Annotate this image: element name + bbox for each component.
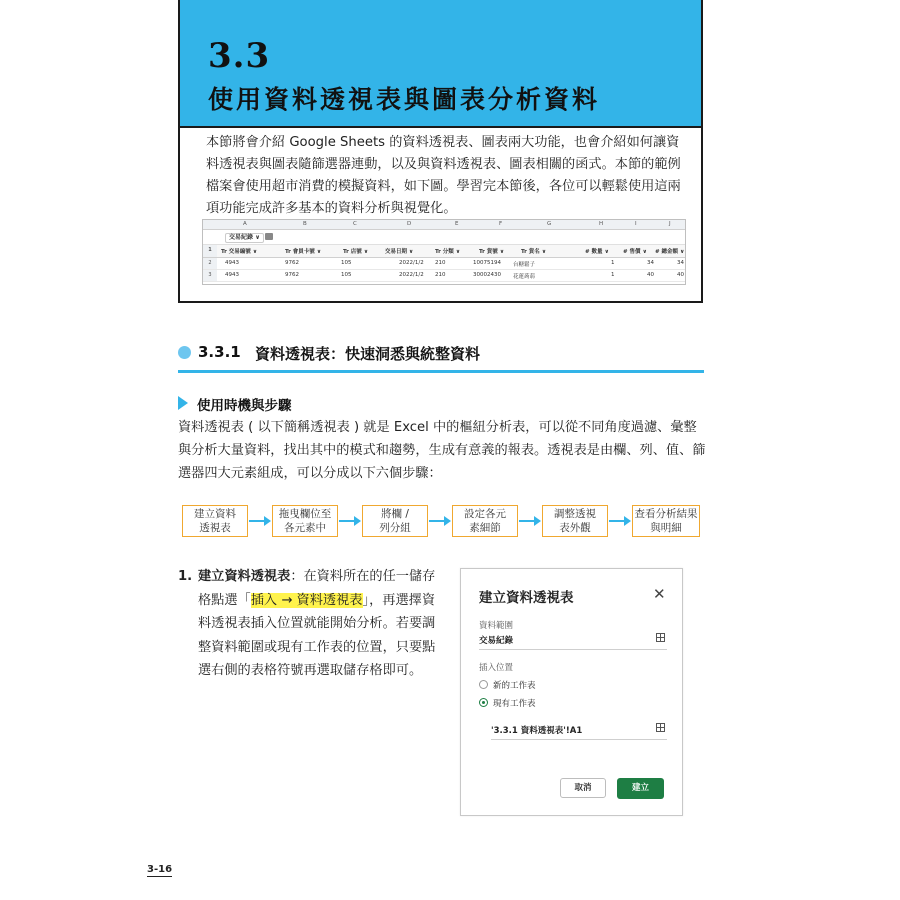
col-letter: C xyxy=(353,221,357,227)
body-paragraph: 資料透視表 ( 以下簡稱透視表 ) 就是 Excel 中的樞紐分析表，可以從不同角度過濾、彙整與分析大量資料，找出其中的模式和趨勢，生成有意義的報表。透視表是由欄、列、值、篩選器四大元素組成，可以分成以下六個步驟： xyxy=(178,420,706,481)
step-text: ：在資料所在的任一儲存格點選「 xyxy=(198,569,436,608)
step-number: 1. xyxy=(178,569,193,584)
table-cell[interactable]: 10075194 xyxy=(473,260,501,266)
header-cell[interactable]: Tr 貨名 ∨ xyxy=(521,249,547,255)
col-letter: D xyxy=(407,221,412,227)
table-cell[interactable]: 1 xyxy=(611,260,615,266)
table-header-row xyxy=(203,245,685,258)
dialog-title: 建立資料透視表 xyxy=(479,590,574,606)
range-label: 資料範圍 xyxy=(479,621,514,631)
table-row xyxy=(203,258,685,270)
table-cell[interactable]: 40 xyxy=(647,272,654,278)
intro-paragraph: 本節將會介紹 Google Sheets 的資料透視表、圖表兩大功能，也會介紹如何讓資料透視表與圖表隨篩選器連動，以及與資料透視表、圖表相關的函式。本節的範例檔案會使用超市消費的模擬資料，如下圖。學習完本節後，各位可以輕鬆使用這兩項功能完成許多基本的資料分析與視覺化。 xyxy=(206,135,681,216)
header-cell[interactable]: Tr 會員卡號 ∨ xyxy=(285,249,322,255)
section-number: 3.3.1 xyxy=(198,343,241,361)
header-cell[interactable]: Tr 分類 ∨ xyxy=(435,249,461,255)
flow-step-line: 各元素中 xyxy=(284,522,326,534)
flow-step-line: 列分組 xyxy=(379,522,411,534)
grid-icon[interactable] xyxy=(656,633,665,642)
flow-step-line: 與明細 xyxy=(650,522,682,534)
table-cell[interactable]: 4943 xyxy=(225,272,239,278)
bullet-dot-icon xyxy=(178,346,191,359)
col-letter: H xyxy=(599,221,604,227)
radio-existing-sheet-label: 現有工作表 xyxy=(493,699,536,709)
chapter-number: 3.3 xyxy=(208,36,271,76)
header-cell[interactable]: 交易日期 ∨ xyxy=(385,249,414,255)
table-cell[interactable]: 花蓮蒟蒻 xyxy=(513,274,536,280)
insert-label: 插入位置 xyxy=(479,663,514,673)
create-pivot-dialog xyxy=(460,568,683,816)
table-row xyxy=(203,270,685,282)
chapter-header xyxy=(180,0,701,128)
step-text: 」，再選擇資料透視表插入位置就能開始分析。若要調整資料範圍或現有工作表的位置，只要點選右側的表格符號再選取儲存格即可。 xyxy=(198,592,436,678)
column-letters xyxy=(203,220,685,230)
table-cell[interactable]: 9762 xyxy=(285,272,299,278)
page-number: 3-16 xyxy=(147,864,173,875)
range-value: 交易紀錄 xyxy=(479,636,514,646)
flow-step-line: 透視表 xyxy=(199,522,231,534)
arrow-right-icon xyxy=(249,520,269,522)
menu-path-highlight: 插入 → 資料透視表 xyxy=(250,592,363,608)
flow-step-line: 素細節 xyxy=(469,522,501,534)
table-cell[interactable]: 34 xyxy=(647,260,654,266)
table-cell[interactable]: 2022/1/2 xyxy=(399,272,424,278)
header-cell[interactable]: Tr 貨號 ∨ xyxy=(479,249,505,255)
flow-step-line: 建立資料 xyxy=(194,508,236,520)
table-cell[interactable]: 210 xyxy=(435,260,446,266)
radio-new-sheet-label: 新的工作表 xyxy=(493,681,536,691)
col-letter: G xyxy=(547,221,552,227)
col-letter: B xyxy=(303,221,307,227)
row-number: 3 xyxy=(203,270,217,281)
row-number: 1 xyxy=(203,245,217,257)
row-number: 2 xyxy=(203,258,217,269)
flow-step xyxy=(452,505,518,537)
table-cell[interactable]: 105 xyxy=(341,260,352,266)
header-cell[interactable]: Tr 店號 ∨ xyxy=(343,249,369,255)
table-cell[interactable]: 210 xyxy=(435,272,446,278)
table-cell[interactable]: 1 xyxy=(611,272,615,278)
col-letter: F xyxy=(499,221,503,227)
col-letter: A xyxy=(243,221,247,227)
flow-step xyxy=(182,505,248,537)
create-button[interactable]: 建立 xyxy=(617,778,664,799)
table-cell[interactable]: 2022/1/2 xyxy=(399,260,424,266)
cancel-button[interactable]: 取消 xyxy=(560,778,606,798)
triangle-right-icon xyxy=(178,396,188,410)
step-1-text xyxy=(198,565,443,683)
col-letter: J xyxy=(669,221,671,227)
location-field[interactable] xyxy=(491,721,667,740)
table-cell[interactable]: 34 xyxy=(677,260,684,266)
header-cell[interactable]: Tr 交易編號 ∨ xyxy=(221,249,258,255)
flow-step-line: 調整透視 xyxy=(554,508,596,520)
flow-step-line: 將欄 / xyxy=(381,508,409,520)
flow-step xyxy=(272,505,338,537)
radio-new-sheet[interactable] xyxy=(479,680,488,689)
close-icon[interactable]: ✕ xyxy=(653,585,666,603)
flow-step-line: 設定各元 xyxy=(464,508,506,520)
table-icon[interactable] xyxy=(265,233,273,240)
col-letter: I xyxy=(635,221,637,227)
arrow-right-icon xyxy=(519,520,539,522)
arrow-right-icon xyxy=(339,520,359,522)
header-cell[interactable]: # 售價 ∨ xyxy=(623,249,647,255)
chapter-title: 使用資料透視表與圖表分析資料 xyxy=(208,85,601,114)
arrow-right-icon xyxy=(429,520,449,522)
flow-step xyxy=(362,505,428,537)
table-cell[interactable]: 30002430 xyxy=(473,272,501,278)
table-cell[interactable]: 台糖鬆子 xyxy=(513,262,536,268)
filter-row xyxy=(203,230,685,245)
table-cell[interactable]: 4943 xyxy=(225,260,239,266)
step-title: 建立資料透視表 xyxy=(198,569,291,584)
grid-icon[interactable] xyxy=(656,723,665,732)
table-cell[interactable]: 40 xyxy=(677,272,684,278)
radio-existing-sheet[interactable] xyxy=(479,698,488,707)
table-cell[interactable]: 105 xyxy=(341,272,352,278)
arrow-right-icon xyxy=(609,520,629,522)
location-value: '3.3.1 資料透視表'!A1 xyxy=(491,726,583,736)
flow-step-line: 表外觀 xyxy=(559,522,591,534)
flow-step-line: 拖曳欄位至 xyxy=(278,508,332,520)
flow-step xyxy=(542,505,608,537)
range-field[interactable] xyxy=(479,631,667,650)
section-title: 資料透視表：快速洞悉與統整資料 xyxy=(255,345,481,363)
section-heading xyxy=(178,340,704,373)
header-cell[interactable]: # 數量 ∨ xyxy=(585,249,609,255)
table-cell[interactable]: 9762 xyxy=(285,260,299,266)
table-name-chip[interactable]: 交易紀錄 ∨ xyxy=(225,233,264,243)
spreadsheet-preview xyxy=(202,219,686,285)
flow-step-line: 查看分析結果 xyxy=(634,508,698,520)
chapter-box xyxy=(178,0,703,303)
flow-step xyxy=(632,505,700,537)
col-letter: E xyxy=(455,221,459,227)
subsection-title: 使用時機與步驟 xyxy=(197,398,292,414)
header-cell[interactable]: # 總金額 ∨ xyxy=(655,249,685,255)
